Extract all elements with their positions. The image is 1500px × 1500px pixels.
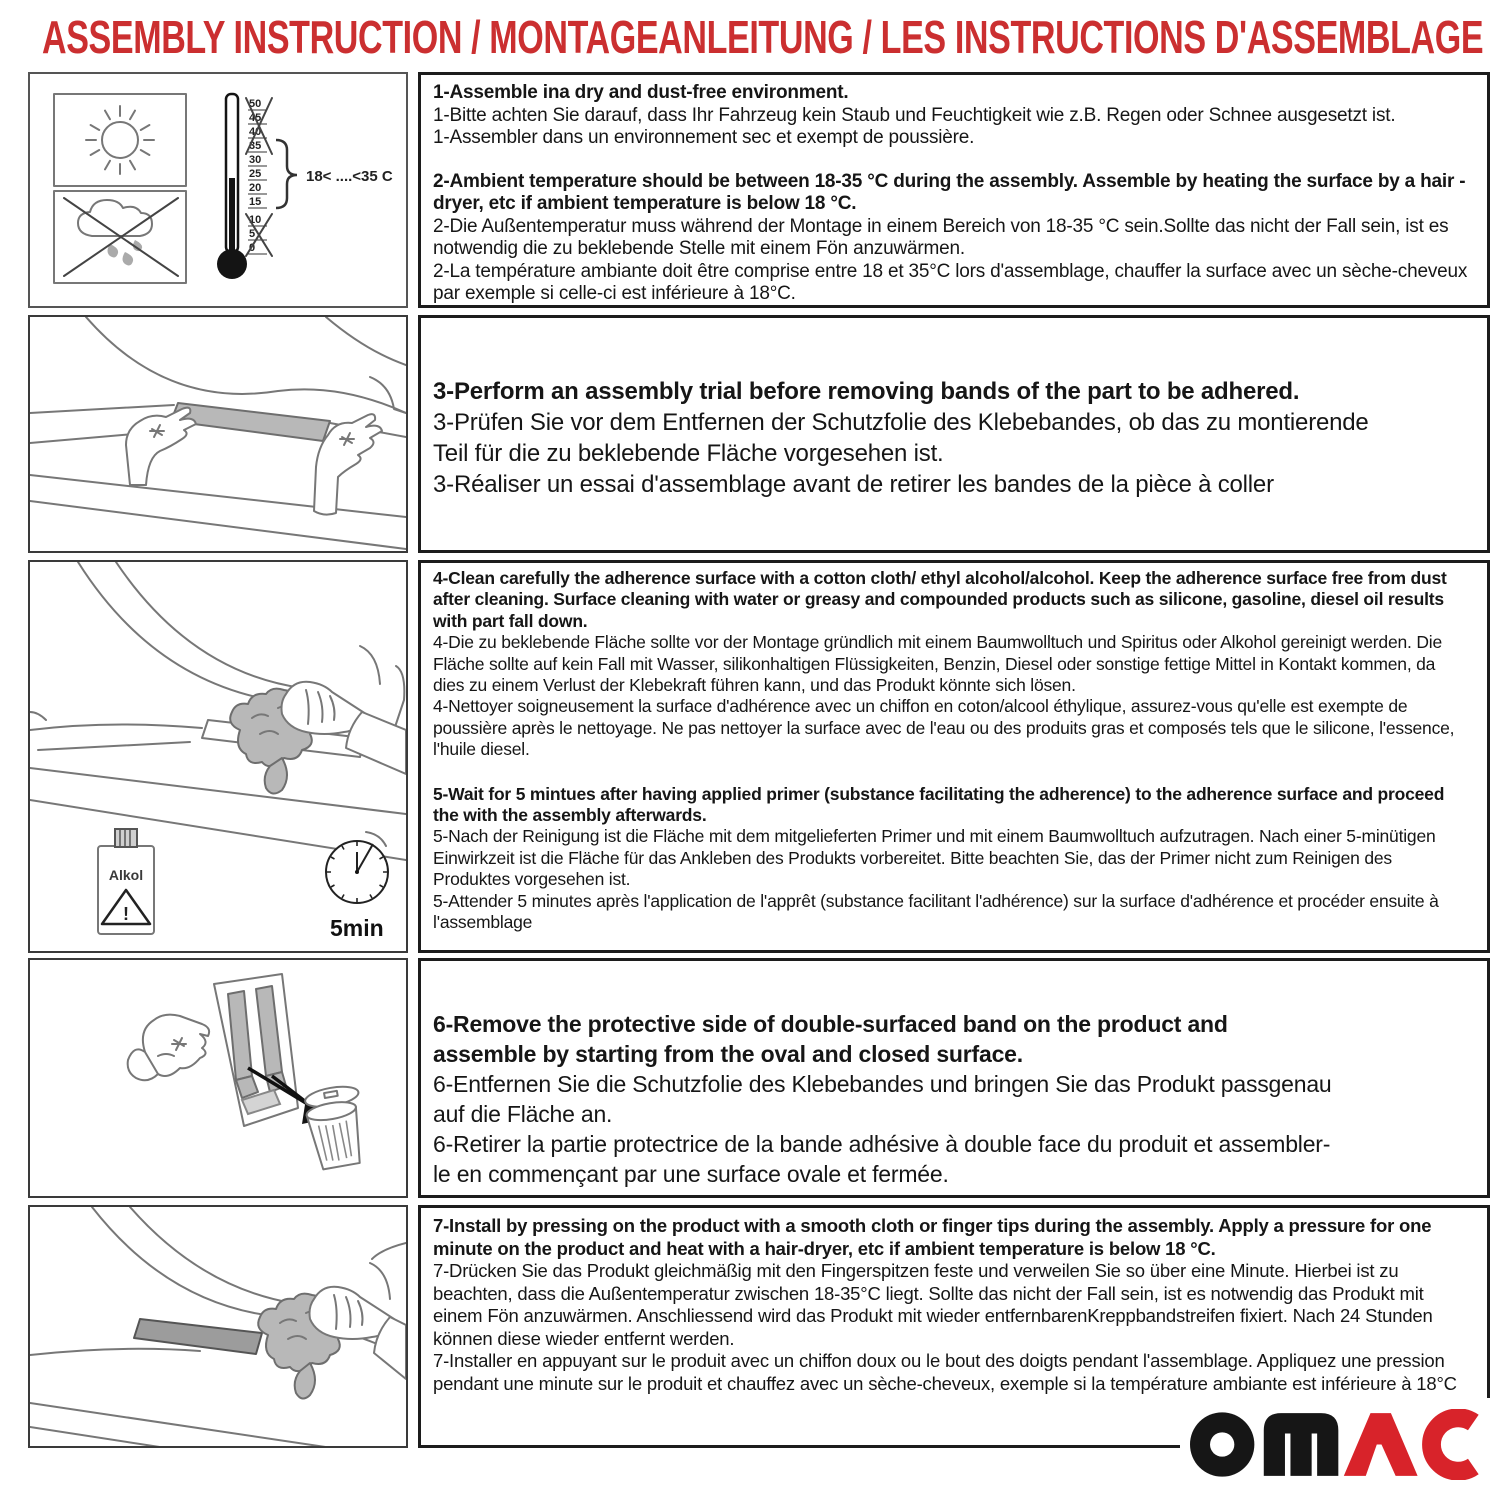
step4-de: 4-Die zu beklebende Fläche sollte vor der Montage gründlich mit einem Baumwolltuch und Spiritus oder Alkohol gereinigt werden. Die Fläche sollte auf kein Fall mit Wasser, silikonhaltigen Flüssigkeiten, Benzin, Diesel oder sonstige fettige Mittel in Kontakt kommen, da dies zu einem Verlust der Klebekraft führen kann, und das Produkt könnte sich lösen. — [433, 632, 1443, 696]
step4-en: 4-Clean carefully the adherence surface with a cotton cloth/ ethyl alcohol/alcohol. Keep the adherence surface free from dust after cleaning. Surface cleaning with water or greasy and compounded products such as silicone, gasoline, diesel oil results with part fall down. — [433, 568, 1447, 631]
peeling-hand — [128, 1015, 209, 1081]
remove-band-graphic — [30, 960, 406, 1196]
step2-de: 2-Die Außentemperatur muss während der Montage in einem Bereich von 18-35 °C sein.Sollte das nicht der Fall sein, ist es notwendig die zu beklebende Stelle mit einem Fön anzuwärmen. — [433, 215, 1449, 259]
scale-10: 10 — [249, 214, 262, 226]
clock-label: 5min — [330, 915, 384, 941]
step7-fr: 7-Installer en appuyant sur le produit avec un chiffon doux ou le bout des doigts pendant l'assemblage. Appliquez une pression pendant une minute sur le produit et chauffez avec un sèche-cheveux, exemple si la température ambiante est inférieure à 18°C — [433, 1350, 1457, 1394]
step4-fr: 4-Nettoyer soigneusement la surface d'adhérence avec un chiffon en coton/alcool éthylique, assurez-vous qu'elle est exempte de poussière après le nettoyage. Ne pas nettoyer la surface avec de l'eau ou des produits gras et composés tels que le silicone, l'essence, l'huile diesel. — [433, 696, 1455, 760]
logo-letter-o — [1190, 1412, 1254, 1476]
step7-en: 7-Install by pressing on the product with a smooth cloth or finger tips during the assembly. Apply a pressure for one minute on the product and heat with a hair-dryer, etc if ambient temperature is below 18 °C. — [433, 1215, 1432, 1259]
door-curve — [78, 562, 300, 704]
section-environment-temperature — [28, 72, 1490, 308]
protective-strip-2 — [256, 986, 282, 1076]
scale-30: 30 — [249, 154, 262, 166]
warning-exclamation: ! — [123, 904, 129, 924]
clean-surface-graphic — [30, 562, 406, 951]
illustration-clean-surface — [28, 560, 408, 953]
scale-50: 50 — [249, 98, 262, 110]
rocker-lines — [30, 1403, 406, 1446]
step6-de: 6-Entfernen Sie die Schutzfolie des Klebebandes und bringen Sie das Produkt passgenau auf die Fläche an. — [433, 1071, 1332, 1127]
scale-35: 35 — [249, 140, 262, 152]
instructions-step-3 — [418, 315, 1490, 553]
scale-0: 0 — [249, 242, 256, 254]
wiping-hand — [282, 682, 407, 774]
scale-40: 40 — [249, 126, 262, 138]
environment-temperature-graphic — [30, 74, 406, 306]
step2-fr: 2-La température ambiante doit être comprise entre 18 et 35°C lors d'assemblage, chauffer la surface avec un sèche-cheveux par exemple si celle-ci est inférieure à 18°C. — [433, 260, 1468, 304]
door-curve — [86, 317, 406, 413]
scale-25: 25 — [249, 168, 262, 180]
step6-fr: 6-Retirer la partie protectrice de la bande adhésive à double face du produit et assembler-le en commençant par une surface ovale et fermée. — [433, 1131, 1331, 1187]
illustration-remove-band — [28, 958, 408, 1198]
scale-5: 5 — [249, 228, 256, 240]
omac-logo — [1180, 1398, 1500, 1490]
scale-15: 15 — [249, 196, 262, 208]
section-assembly-trial — [28, 315, 1490, 553]
step1-en: 1-Assemble ina dry and dust-free environment. — [433, 82, 849, 103]
omac-logo-graphic — [1190, 1409, 1500, 1480]
scale-20: 20 — [249, 182, 262, 194]
cross-out-lines — [64, 198, 178, 276]
step3-de: 3-Prüfen Sie vor dem Entfernen der Schutzfolie des Klebebandes, ob das zu montierende Teil für die zu beklebende Fläche vorgesehen ist. — [433, 409, 1369, 467]
page-title: ASSEMBLY INSTRUCTION / MONTAGEANLEITUNG / LES INSTRUCTIONS D'ASSEMBLAGE — [42, 11, 1484, 63]
bottle-label: Alkol — [108, 867, 144, 883]
press-product-graphic — [30, 1207, 406, 1446]
step3-en: 3-Perform an assembly trial before removing bands of the part to be adhered. — [433, 378, 1300, 405]
scale-45: 45 — [249, 112, 262, 124]
section-remove-protective-band — [28, 958, 1490, 1198]
illustration-press-product — [28, 1205, 408, 1448]
step6-en: 6-Remove the protective side of double-surfaced band on the product and assemble by starting from the oval and closed surface. — [433, 1011, 1228, 1067]
step3-fr: 3-Réaliser un essai d'assemblage avant de retirer les bandes de la pièce à coller — [433, 471, 1274, 498]
alcohol-bottle-icon — [98, 829, 154, 934]
instructions-step-6 — [418, 958, 1490, 1198]
thermometer-icon — [217, 94, 247, 279]
step1-fr: 1-Assembler dans un environnement sec et exempt de poussière. — [433, 127, 975, 148]
logo-letter-c — [1431, 1417, 1473, 1470]
temp-range-label: 18< ....<35 C — [306, 168, 393, 185]
no-rain-icon — [64, 198, 178, 276]
rocker-lines — [30, 475, 406, 549]
step5-en: 5-Wait for 5 mintues after having applied primer (substance facilitating the adherence) to the adherence surface and proceed the with the assembly afterwards. — [433, 783, 1445, 826]
peeled-tab-1 — [236, 1076, 258, 1098]
trash-can-icon — [303, 1083, 371, 1170]
logo-letter-m — [1264, 1413, 1339, 1476]
left-hand — [126, 408, 196, 485]
illustration-environment-temperature — [28, 72, 408, 308]
section-clean-surface-primer — [28, 560, 1490, 953]
logo-letter-a — [1344, 1413, 1418, 1476]
step1-de: 1-Bitte achten Sie darauf, dass Ihr Fahrzeug kein Staub und Feuchtigkeit wie z.B. Regen oder Schnee ausgesetzt ist. — [433, 104, 1396, 126]
instructions-step-1-2 — [418, 72, 1490, 308]
step7-de: 7-Drücken Sie das Produkt gleichmäßig mit den Fingerspitzen feste und verweilen Sie so über eine Minute. Hierbei ist zu beachten, dass die Außentemperatur zwischen 18-35°C liegt. Sollte das nicht der Fall sein, ist es notwendig das Produkt mit einem Fön anzuwärmen. Anschliessend wird das Produkt mit wieder entfernbarenKreppbandstreifen fixiert. Nach 24 Stunden können diese wieder entfernt werden. — [433, 1260, 1433, 1349]
step5-fr: 5-Attender 5 minutes après l'application de l'apprêt (substance facilitant l'adhérence) sur la surface d'adhérence et procéder ensuite à l'assemblage — [433, 890, 1439, 933]
range-brace — [276, 140, 297, 208]
door-curve — [92, 1207, 282, 1317]
pressing-hand — [310, 1287, 407, 1379]
step5-de: 5-Nach der Reinigung ist die Fläche mit dem mitgelieferten Primer und mit einem Baumwolltuch aufzutragen. Nach einer 5-minütigen Einwirkzeit ist die Fläche für das Ankleben des Produkts vorbereitet. Bitte beachten Sie, das der Primer nicht zum Reinigen des Produktes vorgesehen ist. — [433, 826, 1436, 890]
sun-icon — [86, 106, 154, 174]
step2-en: 2-Ambient temperature should be between 18-35 °C during the assembly. Assemble by heating the surface by a hair -dryer, etc if ambient temperature is below 18 °C. — [433, 170, 1466, 214]
assembly-trial-graphic — [30, 317, 406, 551]
illustration-assembly-trial — [28, 315, 408, 553]
thermometer-scale — [246, 98, 272, 256]
instructions-step-4-5 — [418, 560, 1490, 953]
